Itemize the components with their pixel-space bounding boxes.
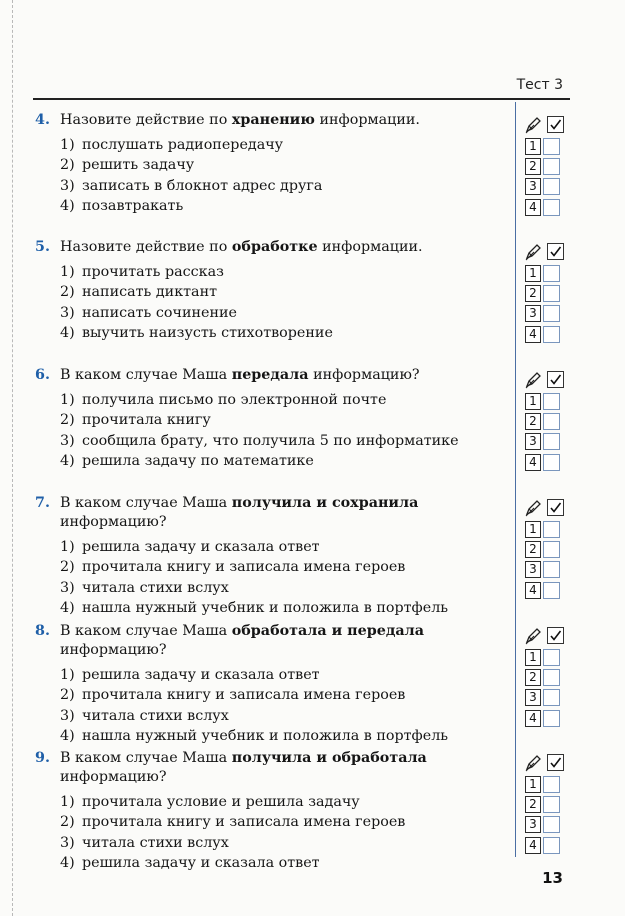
option-item (60, 833, 515, 853)
question-number: 4. (35, 112, 50, 128)
question-6 (35, 366, 515, 471)
answer-digit: 4 (525, 454, 541, 471)
option-text: нашла нужный учебник и положила в портфель (82, 599, 449, 616)
option-text: решить задачу (82, 157, 195, 174)
question-text-post: информацию? (60, 642, 167, 658)
option-number: 4) (60, 452, 75, 469)
option-number: 4) (60, 599, 75, 616)
answer-row (525, 539, 569, 559)
question-keyword: получила и обработала (231, 750, 427, 766)
option-item (60, 578, 515, 598)
options-list (35, 135, 515, 216)
question-text-pre: Назовите действие по (60, 239, 232, 255)
question-text-pre: В каком случае Маша (60, 750, 232, 766)
answer-row (525, 304, 569, 324)
answer-row (525, 197, 569, 217)
answer-digit: 3 (525, 178, 541, 195)
answer-row (525, 708, 569, 728)
options-list (35, 262, 515, 343)
question-text-post: информации. (314, 112, 420, 128)
option-text: позавтракать (82, 197, 184, 214)
option-item (60, 155, 515, 175)
option-text: читала стихи вслух (82, 707, 229, 724)
option-text: читала стихи вслух (82, 579, 229, 596)
option-text: прочитала книгу и записала имена героев (82, 559, 406, 576)
answer-checkbox[interactable] (543, 433, 560, 450)
answer-digit: 2 (525, 158, 541, 175)
options-list (35, 537, 515, 618)
answer-digit: 3 (525, 689, 541, 706)
answer-row (525, 263, 569, 283)
answer-digit: 1 (525, 265, 541, 282)
answer-digit: 2 (525, 285, 541, 302)
question-number: 6. (35, 367, 50, 383)
question-text-pre: В каком случае Маша (60, 367, 232, 383)
options-list (35, 792, 515, 873)
question-heading (35, 238, 515, 257)
answer-row (525, 688, 569, 708)
option-number: 1) (60, 539, 75, 555)
answer-digit: 4 (525, 582, 541, 599)
checkmark-box (547, 243, 564, 260)
question-4 (35, 111, 515, 216)
test-title: Тест 3 (516, 77, 563, 93)
option-item (60, 706, 515, 726)
answer-row (525, 432, 569, 452)
answer-row (525, 647, 569, 667)
option-text: решила задачу и сказала ответ (82, 854, 320, 871)
answer-checkbox[interactable] (543, 669, 560, 686)
option-text: решила задачу и сказала ответ (82, 667, 320, 683)
answer-box-header (525, 115, 569, 134)
option-text: сообщила брату, что получила 5 по информатике (82, 432, 459, 449)
option-item (60, 537, 515, 557)
option-text: прочитать рассказ (82, 264, 224, 280)
option-text: написать диктант (82, 284, 218, 301)
option-item (60, 390, 515, 410)
answer-row (525, 774, 569, 794)
answer-checkbox[interactable] (543, 796, 560, 813)
question-text (60, 622, 515, 660)
answer-row (525, 667, 569, 687)
checkmark-icon (549, 373, 562, 386)
question-text-post: информацию? (308, 367, 420, 383)
option-number: 4) (60, 197, 75, 214)
answer-digit: 1 (525, 649, 541, 666)
option-text: записать в блокнот адрес друга (82, 177, 323, 194)
question-keyword: получила и сохранила (231, 495, 419, 511)
checkmark-box (547, 371, 564, 388)
option-number: 2) (60, 284, 75, 301)
options-list (35, 390, 515, 471)
option-item (60, 451, 515, 471)
answer-box-7 (525, 498, 569, 600)
pen-icon (525, 754, 543, 772)
option-number: 1) (60, 794, 75, 810)
option-number: 3) (60, 304, 75, 321)
option-item (60, 410, 515, 430)
answer-box-5 (525, 242, 569, 344)
option-number: 1) (60, 137, 75, 153)
pen-icon (525, 371, 543, 389)
question-number: 8. (35, 623, 50, 639)
option-number: 1) (60, 667, 75, 683)
checkmark-icon (549, 245, 562, 258)
answer-box-header (525, 753, 569, 772)
option-number: 3) (60, 177, 75, 194)
option-text: послушать радиопередачу (82, 137, 284, 153)
answer-digit: 1 (525, 393, 541, 410)
answer-checkbox[interactable] (543, 454, 560, 471)
answer-checkbox[interactable] (543, 305, 560, 322)
pen-icon (525, 627, 543, 645)
question-number: 5. (35, 239, 50, 255)
answer-digit: 1 (525, 138, 541, 155)
answer-checkbox[interactable] (543, 816, 560, 833)
answer-row (525, 324, 569, 344)
question-heading (35, 494, 515, 532)
question-7 (35, 494, 515, 618)
option-text: решила задачу по математике (82, 452, 314, 469)
option-text: получила письмо по электронной почте (82, 392, 387, 408)
answer-digit: 3 (525, 816, 541, 833)
question-heading (35, 749, 515, 787)
option-text: решила задачу и сказала ответ (82, 539, 320, 555)
option-number: 3) (60, 707, 75, 724)
option-text: прочитала условие и решила задачу (82, 794, 360, 810)
answer-checkbox[interactable] (543, 541, 560, 558)
checkmark-box (547, 116, 564, 133)
option-item (60, 685, 515, 705)
answer-digit: 1 (525, 776, 541, 793)
answer-row (525, 580, 569, 600)
answer-box-9 (525, 753, 569, 855)
answer-box-8 (525, 626, 569, 728)
question-9 (35, 749, 515, 873)
option-item (60, 135, 515, 155)
answer-checkbox[interactable] (543, 689, 560, 706)
answer-digit: 3 (525, 433, 541, 450)
answer-checkbox[interactable] (543, 138, 560, 155)
answer-row (525, 283, 569, 303)
page-edge (12, 0, 13, 916)
answer-digit: 2 (525, 541, 541, 558)
question-text (60, 366, 420, 385)
answer-box-header (525, 498, 569, 517)
option-item (60, 196, 515, 216)
option-number: 4) (60, 727, 75, 744)
answer-row (525, 835, 569, 855)
answer-checkbox[interactable] (543, 326, 560, 343)
answer-digit: 4 (525, 326, 541, 343)
answer-digit: 3 (525, 305, 541, 322)
answer-box-header (525, 626, 569, 645)
pen-icon (525, 243, 543, 261)
option-text: читала стихи вслух (82, 834, 229, 851)
answer-digit: 3 (525, 561, 541, 578)
question-number: 9. (35, 750, 50, 766)
answer-checkbox[interactable] (543, 710, 560, 727)
answer-checkbox[interactable] (543, 561, 560, 578)
options-list (35, 665, 515, 746)
option-text: выучить наизусть стихотворение (82, 324, 333, 341)
option-number: 2) (60, 412, 75, 429)
option-number: 1) (60, 264, 75, 280)
checkmark-icon (549, 756, 562, 769)
option-number: 3) (60, 579, 75, 596)
option-number: 4) (60, 324, 75, 341)
checkmark-icon (549, 118, 562, 131)
question-keyword: обработке (231, 239, 318, 255)
option-item (60, 262, 515, 282)
option-text: написать сочинение (82, 304, 237, 321)
question-heading (35, 622, 515, 660)
answer-checkbox[interactable] (543, 158, 560, 175)
answer-digit: 2 (525, 796, 541, 813)
answer-row (525, 177, 569, 197)
answer-row (525, 411, 569, 431)
option-text: прочитала книгу и записала имена героев (82, 814, 406, 831)
option-number: 3) (60, 834, 75, 851)
option-item (60, 726, 515, 746)
option-item (60, 598, 515, 618)
option-item (60, 431, 515, 451)
option-item (60, 557, 515, 577)
answer-checkbox[interactable] (543, 413, 560, 430)
question-text-pre: Назовите действие по (60, 112, 232, 128)
answer-box-header (525, 242, 569, 261)
answer-row (525, 156, 569, 176)
question-keyword: передала (231, 367, 309, 383)
question-keyword: обработала и передала (231, 623, 424, 639)
answer-checkbox[interactable] (543, 837, 560, 854)
answer-checkbox[interactable] (543, 393, 560, 410)
checkmark-icon (549, 501, 562, 514)
pen-icon (525, 116, 543, 134)
option-item (60, 282, 515, 302)
answer-checkbox[interactable] (543, 776, 560, 793)
option-number: 2) (60, 157, 75, 174)
question-8 (35, 622, 515, 746)
question-text (60, 238, 423, 257)
answer-digit: 2 (525, 669, 541, 686)
question-text-pre: В каком случае Маша (60, 495, 232, 511)
question-text (60, 111, 420, 130)
answer-digit: 2 (525, 413, 541, 430)
page-number: 13 (542, 869, 563, 887)
option-text: прочитала книгу и записала имена героев (82, 687, 406, 704)
answer-digit: 4 (525, 837, 541, 854)
answer-row (525, 560, 569, 580)
option-number: 4) (60, 854, 75, 871)
question-text-post: информации. (317, 239, 423, 255)
answer-digit: 4 (525, 710, 541, 727)
answer-checkbox[interactable] (543, 199, 560, 216)
answer-row (525, 815, 569, 835)
answer-row (525, 391, 569, 411)
option-item (60, 176, 515, 196)
option-number: 3) (60, 432, 75, 449)
answer-digit: 1 (525, 521, 541, 538)
answer-checkbox[interactable] (543, 521, 560, 538)
pen-icon (525, 499, 543, 517)
answer-checkbox[interactable] (543, 285, 560, 302)
answer-row (525, 136, 569, 156)
question-text-post: информацию? (60, 769, 167, 785)
question-heading (35, 366, 515, 385)
option-item (60, 665, 515, 685)
answer-box-6 (525, 370, 569, 472)
answer-checkbox[interactable] (543, 649, 560, 666)
option-number: 2) (60, 814, 75, 831)
checkmark-icon (549, 629, 562, 642)
checkmark-box (547, 499, 564, 516)
option-text: прочитала книгу (82, 412, 211, 429)
option-number: 2) (60, 559, 75, 576)
answer-checkbox[interactable] (543, 265, 560, 282)
option-item (60, 792, 515, 812)
option-number: 2) (60, 687, 75, 704)
question-text (60, 494, 515, 532)
answer-column-divider (515, 102, 516, 857)
question-5 (35, 238, 515, 343)
answer-row (525, 519, 569, 539)
answer-box-4 (525, 115, 569, 217)
answer-box-header (525, 370, 569, 389)
option-item (60, 323, 515, 343)
question-text-post: информацию? (60, 514, 167, 530)
option-item (60, 303, 515, 323)
option-text: нашла нужный учебник и положила в портфель (82, 727, 449, 744)
option-item (60, 812, 515, 832)
answer-row (525, 452, 569, 472)
question-heading (35, 111, 515, 130)
option-item (60, 853, 515, 873)
question-number: 7. (35, 495, 50, 511)
answer-checkbox[interactable] (543, 178, 560, 195)
answer-digit: 4 (525, 199, 541, 216)
answer-checkbox[interactable] (543, 582, 560, 599)
option-number: 1) (60, 392, 75, 408)
question-text-pre: В каком случае Маша (60, 623, 232, 639)
header-rule (33, 98, 570, 100)
checkmark-box (547, 754, 564, 771)
checkmark-box (547, 627, 564, 644)
question-text (60, 749, 515, 787)
answer-row (525, 794, 569, 814)
question-keyword: хранению (231, 112, 315, 128)
